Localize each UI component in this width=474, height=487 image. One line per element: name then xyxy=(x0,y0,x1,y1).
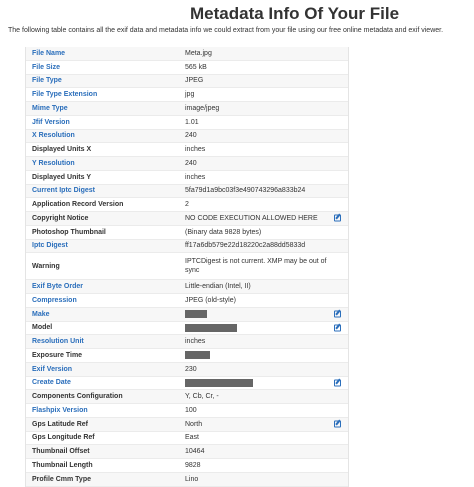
table-row xyxy=(26,349,348,363)
metadata-key[interactable]: Iptc Digest xyxy=(32,242,68,250)
metadata-value: ff17a6db579e22d18220c2a88dd5833d xyxy=(185,242,306,250)
metadata-key[interactable]: Exif Byte Order xyxy=(32,283,83,291)
metadata-key[interactable]: Compression xyxy=(32,296,77,304)
page-title: Metadata Info Of Your File xyxy=(190,4,400,23)
table-row xyxy=(26,459,348,473)
metadata-value-cell xyxy=(183,132,348,139)
table-row xyxy=(26,116,348,130)
metadata-key: Warning xyxy=(32,262,60,270)
table-row xyxy=(26,280,348,294)
metadata-value-cell xyxy=(183,351,348,359)
metadata-value-cell xyxy=(183,77,348,84)
metadata-value-cell xyxy=(183,476,348,483)
metadata-key: Displayed Units X xyxy=(32,146,92,154)
metadata-key: Displayed Units Y xyxy=(32,173,92,181)
metadata-value: JPEG (old-style) xyxy=(185,296,236,304)
metadata-value: Meta.jpg xyxy=(185,49,212,57)
metadata-key[interactable]: Resolution Unit xyxy=(32,338,84,346)
table-row xyxy=(26,322,348,336)
redacted-value xyxy=(185,379,253,387)
metadata-key: Components Configuration xyxy=(32,393,123,401)
metadata-key[interactable]: Jfif Version xyxy=(32,118,70,126)
metadata-value: 5fa79d1a9bc03f3e490743296a833b24 xyxy=(185,187,306,195)
metadata-key[interactable]: Current Iptc Digest xyxy=(32,187,96,195)
table-row xyxy=(26,240,348,254)
table-row xyxy=(26,377,348,391)
metadata-key: Copyright Notice xyxy=(32,214,89,222)
table-row xyxy=(26,157,348,171)
metadata-value-cell xyxy=(183,50,348,57)
table-row xyxy=(26,432,348,446)
metadata-key: Profile Cmm Type xyxy=(32,475,91,483)
metadata-value: 230 xyxy=(185,365,197,373)
metadata-key[interactable]: Y Resolution xyxy=(32,159,75,167)
metadata-key: Exposure Time xyxy=(32,351,83,359)
metadata-value: North xyxy=(185,420,203,428)
metadata-value-cell xyxy=(183,462,348,469)
metadata-value: NO CODE EXECUTION ALLOWED HERE xyxy=(185,214,318,222)
table-row xyxy=(26,102,348,116)
metadata-value-cell xyxy=(183,174,348,181)
metadata-value-cell xyxy=(183,160,348,167)
table-row xyxy=(26,61,348,75)
metadata-key: Gps Longitude Ref xyxy=(32,434,95,442)
metadata-value-cell xyxy=(183,421,348,428)
redacted-value xyxy=(185,310,207,318)
table-row xyxy=(26,198,348,212)
metadata-value: inches xyxy=(185,173,206,181)
table-row xyxy=(26,75,348,89)
metadata-key[interactable]: File Size xyxy=(32,63,61,71)
metadata-key[interactable]: File Name xyxy=(32,49,66,57)
metadata-key[interactable]: X Resolution xyxy=(32,132,75,140)
metadata-key: Photoshop Thumbnail xyxy=(32,228,106,236)
metadata-value-cell xyxy=(183,215,348,222)
metadata-value-cell xyxy=(183,324,348,332)
metadata-value-cell xyxy=(183,283,348,290)
metadata-value-cell xyxy=(183,201,348,208)
table-row xyxy=(26,185,348,199)
table-row xyxy=(26,418,348,432)
metadata-value-cell xyxy=(183,146,348,153)
metadata-value-cell xyxy=(183,338,348,345)
metadata-key: Application Record Version xyxy=(32,201,124,209)
metadata-value: Little-endian (Intel, II) xyxy=(185,283,251,291)
metadata-value: 1.01 xyxy=(185,118,199,126)
metadata-value: Lino xyxy=(185,475,199,483)
metadata-value-cell xyxy=(183,91,348,98)
table-row xyxy=(26,143,348,157)
metadata-value: Y, Cb, Cr, - xyxy=(185,393,219,401)
metadata-key[interactable]: Create Date xyxy=(32,379,71,387)
metadata-value: East xyxy=(185,434,200,442)
metadata-value: JPEG xyxy=(185,77,204,85)
metadata-key: Thumbnail Offset xyxy=(32,448,90,456)
metadata-value: image/jpeg xyxy=(185,104,220,112)
metadata-value-cell xyxy=(183,119,348,126)
edit-icon[interactable] xyxy=(334,421,341,428)
metadata-value: (Binary data 9828 bytes) xyxy=(185,228,262,236)
table-row xyxy=(26,390,348,404)
metadata-value: jpg xyxy=(185,91,195,99)
metadata-value-cell xyxy=(183,64,348,71)
metadata-value: IPTCDigest is not current. XMP may be out of sync xyxy=(185,258,327,275)
metadata-value: 10464 xyxy=(185,448,205,456)
metadata-value-cell xyxy=(183,393,348,400)
table-row xyxy=(26,404,348,418)
edit-icon[interactable] xyxy=(334,379,341,386)
metadata-value: 240 xyxy=(185,132,197,140)
table-row xyxy=(26,308,348,322)
metadata-value-cell xyxy=(183,187,348,194)
metadata-key[interactable]: Make xyxy=(32,310,50,318)
redacted-value xyxy=(185,351,210,359)
metadata-value: inches xyxy=(185,338,206,346)
table-row xyxy=(26,294,348,308)
table-row xyxy=(26,473,348,487)
table-row xyxy=(26,363,348,377)
metadata-value-cell xyxy=(183,105,348,112)
metadata-value: inches xyxy=(185,146,206,154)
table-row xyxy=(26,253,348,280)
metadata-value-cell xyxy=(183,434,348,441)
edit-icon[interactable] xyxy=(334,311,341,318)
table-row xyxy=(26,335,348,349)
metadata-value-cell xyxy=(183,242,348,249)
metadata-key: Thumbnail Length xyxy=(32,461,93,469)
table-row xyxy=(26,212,348,226)
metadata-value-cell xyxy=(183,310,348,318)
metadata-value-cell xyxy=(183,257,348,275)
intro-text: The following table contains all the exif data and metadata info we could extract from your file using our free online metadata and exif viewer. xyxy=(8,27,444,34)
table-row xyxy=(26,445,348,459)
metadata-value: 2 xyxy=(185,201,189,209)
table-row xyxy=(26,171,348,185)
edit-icon[interactable] xyxy=(334,324,341,331)
metadata-key[interactable]: Exif Version xyxy=(32,365,73,373)
metadata-key[interactable]: Flashpix Version xyxy=(32,406,88,414)
metadata-value: 565 kB xyxy=(185,63,207,71)
table-row xyxy=(26,130,348,144)
table-row xyxy=(26,88,348,102)
metadata-key[interactable]: File Type xyxy=(32,77,62,85)
edit-icon[interactable] xyxy=(334,215,341,222)
metadata-key: Model xyxy=(32,324,53,332)
metadata-value-cell xyxy=(183,229,348,236)
metadata-key: Gps Latitude Ref xyxy=(32,420,89,428)
metadata-table xyxy=(25,47,349,487)
metadata-value-cell xyxy=(183,379,348,387)
metadata-value: 100 xyxy=(185,406,197,414)
metadata-key[interactable]: Mime Type xyxy=(32,104,68,112)
metadata-key[interactable]: File Type Extension xyxy=(32,91,98,99)
metadata-value-cell xyxy=(183,407,348,414)
metadata-value-cell xyxy=(183,366,348,373)
table-row xyxy=(26,47,348,61)
table-row xyxy=(26,226,348,240)
metadata-value: 240 xyxy=(185,159,197,167)
metadata-value-cell xyxy=(183,448,348,455)
metadata-value-cell xyxy=(183,297,348,304)
redacted-value xyxy=(185,324,237,332)
metadata-value: 9828 xyxy=(185,461,201,469)
